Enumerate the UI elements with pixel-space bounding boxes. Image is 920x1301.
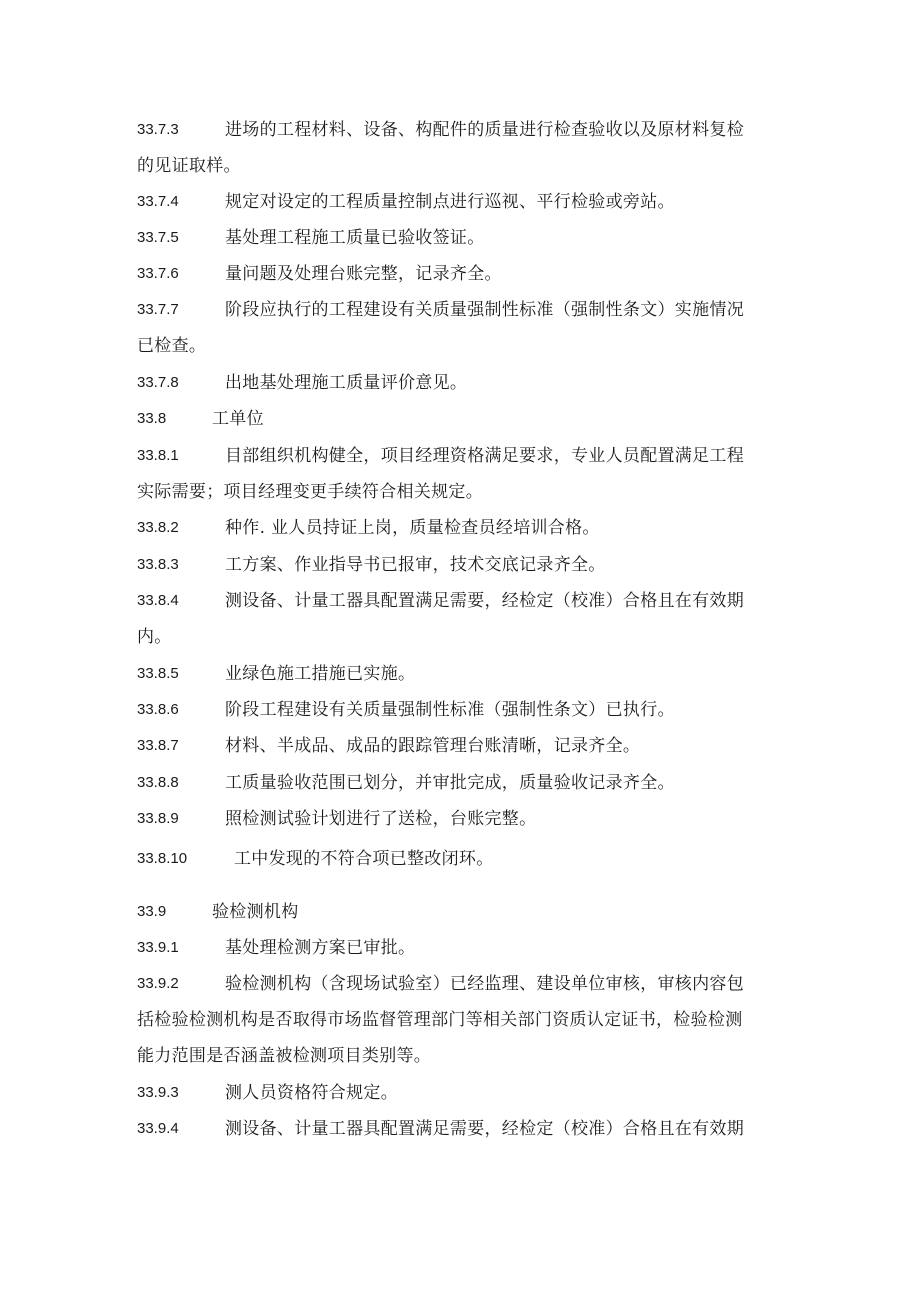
- clause-33-7-5: [137, 225, 797, 251]
- clause-33-8-4: [137, 588, 797, 614]
- clause-33-8-1: [137, 443, 797, 469]
- clause-text: 量问题及处理台账完整，记录齐全。: [225, 264, 502, 284]
- clause-number: 33.8.9: [137, 810, 179, 827]
- clause-33-8-7: [137, 733, 797, 759]
- clause-text-continuation: 的见证取样。: [137, 156, 241, 176]
- clause-33-7-4: [137, 189, 797, 215]
- clause-text: 基处理检测方案已审批。: [225, 938, 416, 958]
- clause-33-9-4: [137, 1116, 797, 1142]
- clause-text: 测设备、计量工器具配置满足需要，经检定（校准）合格且在有效期: [225, 1119, 744, 1139]
- section-title: 验检测机构: [212, 902, 299, 922]
- clause-text: 规定对设定的工程质量控制点进行巡视、平行检验或旁站。: [225, 192, 675, 212]
- clause-text: 测人员资格符合规定。: [225, 1083, 398, 1103]
- section-33-9: [137, 899, 797, 925]
- clause-number: 33.7.8: [137, 374, 179, 391]
- clause-text: 业绿色施工措施已实施。: [225, 664, 416, 684]
- clause-number: 33.7.6: [137, 265, 179, 282]
- clause-number: 33.8.10: [137, 850, 188, 867]
- clause-33-8-3: [137, 552, 797, 578]
- clause-text: 工质量验收范围已划分，并审批完成，质量验收记录齐全。: [225, 773, 675, 793]
- clause-number: 33.8.8: [137, 774, 179, 791]
- clause-number: 33.9.2: [137, 975, 179, 992]
- clause-number: 33.8.3: [137, 556, 179, 573]
- clause-text-continuation: 已检查。: [137, 336, 207, 356]
- clause-text-continuation: 内。: [137, 627, 172, 647]
- clause-number: 33.7.4: [137, 193, 179, 210]
- clause-number: 33.9.4: [137, 1120, 179, 1137]
- clause-number: 33.8.6: [137, 701, 179, 718]
- section-33-8: [137, 406, 797, 432]
- clause-33-8-9: [137, 806, 797, 832]
- clause-33-8-2: [137, 515, 797, 541]
- clause-text-continuation: 括检验检测机构是否取得市场监督管理部门等相关部门资质认定证书，检验检测: [137, 1010, 743, 1030]
- clause-number: 33.8.4: [137, 592, 179, 609]
- clause-number: 33.7.3: [137, 121, 179, 138]
- clause-number: 33.8.2: [137, 519, 179, 536]
- clause-text: 验检测机构（含现场试验室）已经监理、建设单位审核，审核内容包: [225, 974, 744, 994]
- clause-33-7-3: [137, 117, 797, 143]
- clause-number: 33.7.7: [137, 301, 179, 318]
- clause-text: 出地基处理施工质量评价意见。: [225, 373, 468, 393]
- clause-number: 33.8.7: [137, 737, 179, 754]
- clause-33-9-1: [137, 935, 797, 961]
- clause-33-9-2: [137, 971, 797, 997]
- clause-number: 33.8.1: [137, 447, 179, 464]
- section-title: 工单位: [212, 409, 264, 429]
- clause-text: 阶段应执行的工程建设有关质量强制性标准（强制性条文）实施情况: [225, 300, 744, 320]
- clause-text: 照检测试验计划进行了送检，台账完整。: [225, 809, 537, 829]
- clause-number: 33.9.1: [137, 939, 179, 956]
- clause-33-8-6: [137, 697, 797, 723]
- clause-text: 工方案、作业指导书已报审，技术交底记录齐全。: [225, 555, 606, 575]
- clause-number: 33.8.5: [137, 665, 179, 682]
- clause-number: 33.9.3: [137, 1084, 179, 1101]
- clause-number: 33.7.5: [137, 229, 179, 246]
- clause-text: 目部组织机构健全，项目经理资格满足要求，专业人员配置满足工程: [225, 446, 744, 466]
- clause-33-7-7: [137, 297, 797, 323]
- clause-text: 阶段工程建设有关质量强制性标准（强制性条文）已执行。: [225, 700, 675, 720]
- clause-text: 工中发现的不符合项已整改闭环。: [234, 849, 494, 869]
- clause-text-continuation: 能力范围是否涵盖被检测项目类别等。: [137, 1046, 432, 1066]
- section-number: 33.9: [137, 903, 167, 920]
- clause-text: 基处理工程施工质量已验收签证。: [225, 228, 485, 248]
- clause-text: 种作. 业人员持证上岗，质量检查员经培训合格。: [225, 518, 600, 538]
- clause-33-7-6: [137, 261, 797, 287]
- clause-33-8-5: [137, 661, 797, 687]
- clause-text: 进场的工程材料、设备、构配件的质量进行检查验收以及原材料复检: [225, 120, 744, 140]
- clause-text: 材料、半成品、成品的跟踪管理台账清晰，记录齐全。: [225, 736, 641, 756]
- clause-33-7-8: [137, 370, 797, 396]
- section-number: 33.8: [137, 410, 167, 427]
- clause-text: 测设备、计量工器具配置满足需要，经检定（校准）合格且在有效期: [225, 591, 744, 611]
- clause-33-9-3: [137, 1080, 797, 1106]
- clause-text-continuation: 实际需要；项目经理变更手续符合相关规定。: [137, 482, 483, 502]
- clause-33-8-8: [137, 770, 797, 796]
- clause-33-8-10: [137, 846, 797, 872]
